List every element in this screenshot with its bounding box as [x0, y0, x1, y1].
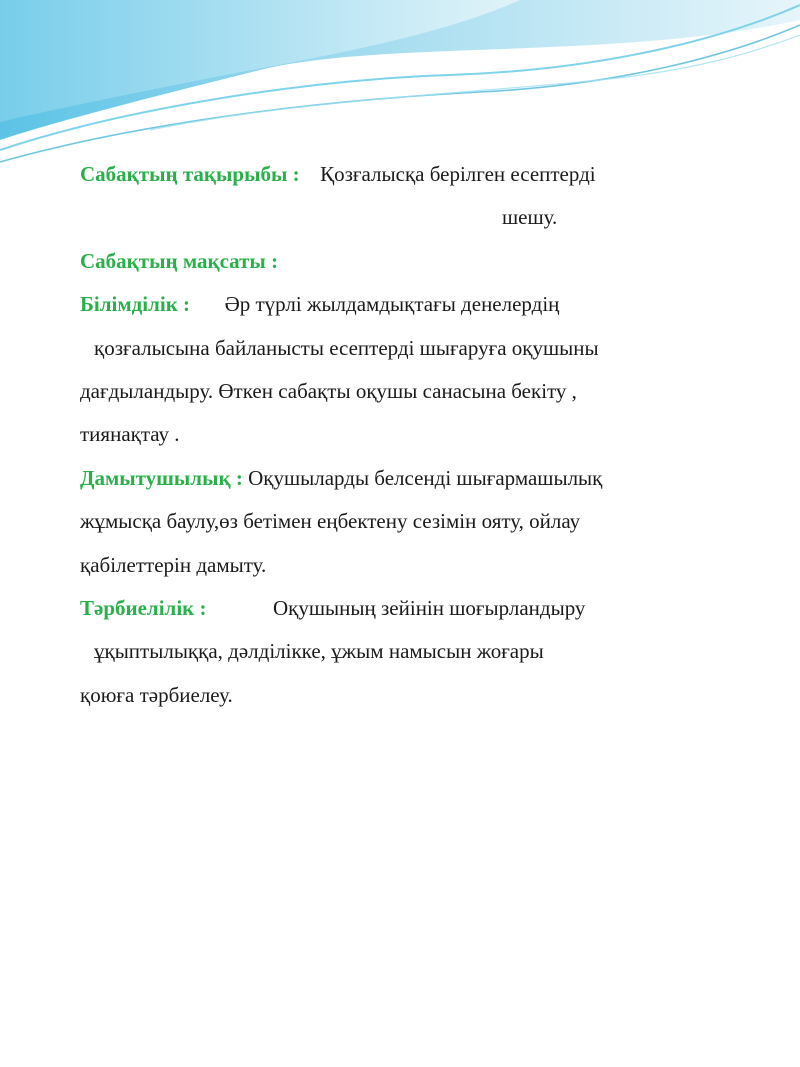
upbringing-text-3: қоюға тәрбиелеу. — [80, 683, 233, 707]
upbringing-text: Оқушының зейінін шоғырландыру — [273, 596, 586, 620]
goals-heading: Сабақтың мақсаты : — [80, 249, 279, 273]
educational-label: Білімділік : — [80, 292, 191, 316]
topic-text: Қозғалысқа берілген есептерді — [320, 162, 596, 186]
upbringing-label: Тәрбиелілік : — [80, 596, 207, 620]
developmental-goal-line — [80, 463, 602, 493]
educational-text-2: қозғалысына байланысты есептерді шығаруға оқушыны — [94, 336, 599, 360]
topic-line — [80, 159, 596, 189]
educational-goal-line — [80, 289, 559, 319]
educational-text-4: тиянақтау . — [80, 422, 180, 446]
developmental-text: Оқушыларды белсенді шығармашылық — [248, 466, 603, 490]
topic-label: Сабақтың тақырыбы : — [80, 162, 300, 186]
developmental-text-2: жұмысқа баулу,өз бетімен еңбектену сезімін ояту, ойлау — [80, 509, 581, 533]
educational-text-3: дағдыландыру. Өткен сабақты оқушы санасына бекіту , — [80, 379, 577, 403]
upbringing-goal-line — [80, 593, 585, 623]
developmental-text-3: қабілеттерін дамыту. — [80, 553, 267, 577]
educational-text: Әр түрлі жылдамдықтағы денелердің — [224, 292, 560, 316]
upbringing-text-2: ұқыптылыққа, дәлділікке, ұжым намысын жоғары — [94, 639, 544, 663]
topic-continuation: шешу. — [502, 205, 558, 229]
developmental-label: Дамытушылық : — [80, 466, 243, 490]
header-wave-decoration — [0, 0, 800, 180]
